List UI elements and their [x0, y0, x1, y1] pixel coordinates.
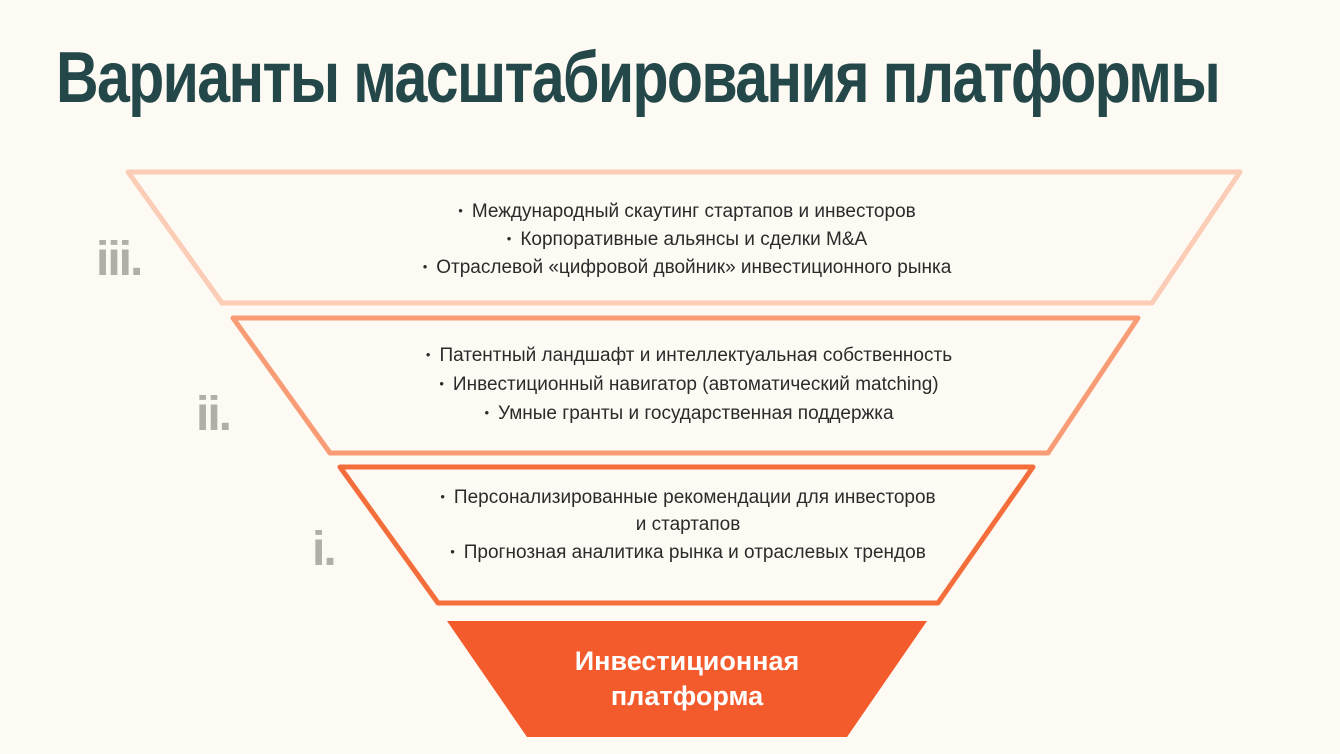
bullet-dot-icon: • — [440, 489, 445, 504]
tier-numeral-ii: ii. — [196, 388, 231, 441]
list-item — [438, 483, 938, 538]
funnel-base-label-box — [447, 621, 927, 737]
list-item-text: Инвестиционный навигатор (автоматический matching) — [452, 374, 939, 395]
list-item — [438, 538, 938, 566]
list-item — [222, 253, 1152, 281]
bullet-dot-icon: • — [422, 259, 428, 274]
list-item-text: Патентный ландшафт и интеллектуальная собственность — [439, 345, 953, 366]
list-item-text: Персонализированные рекомендации для инвесторов и стартапов — [453, 487, 936, 535]
bullet-dot-icon: • — [484, 405, 489, 420]
funnel-tier-i-items — [438, 483, 938, 566]
list-item — [330, 341, 1048, 370]
tier-numeral-iii: iii. — [96, 233, 142, 286]
bullet-dot-icon: • — [425, 347, 431, 362]
funnel-base-label: Инвестиционная платформа — [574, 646, 800, 711]
list-item — [222, 225, 1152, 253]
list-item — [330, 370, 1048, 399]
funnel-tier-ii-items — [330, 341, 1048, 428]
list-item-text: Прогнозная аналитика рынка и отраслевых трендов — [463, 542, 926, 563]
list-item-text: Отраслевой «цифровой двойник» инвестиционного рынка — [436, 257, 952, 278]
list-item-text: Умные гранты и государственная поддержка — [498, 403, 894, 424]
list-item — [330, 399, 1048, 428]
bullet-dot-icon: • — [506, 231, 512, 246]
list-item-text: Международный скаутинг стартапов и инвесторов — [471, 201, 916, 222]
bullet-dot-icon: • — [450, 544, 455, 559]
page-title: Варианты масштабирования платформы — [56, 38, 1220, 118]
bullet-dot-icon: • — [458, 203, 463, 218]
tier-numeral-i: i. — [312, 523, 335, 576]
bullet-dot-icon: • — [439, 376, 444, 391]
funnel-tier-iii-items — [222, 197, 1152, 281]
list-item-text: Корпоративные альянсы и сделки M&A — [520, 229, 868, 250]
list-item — [222, 197, 1152, 225]
